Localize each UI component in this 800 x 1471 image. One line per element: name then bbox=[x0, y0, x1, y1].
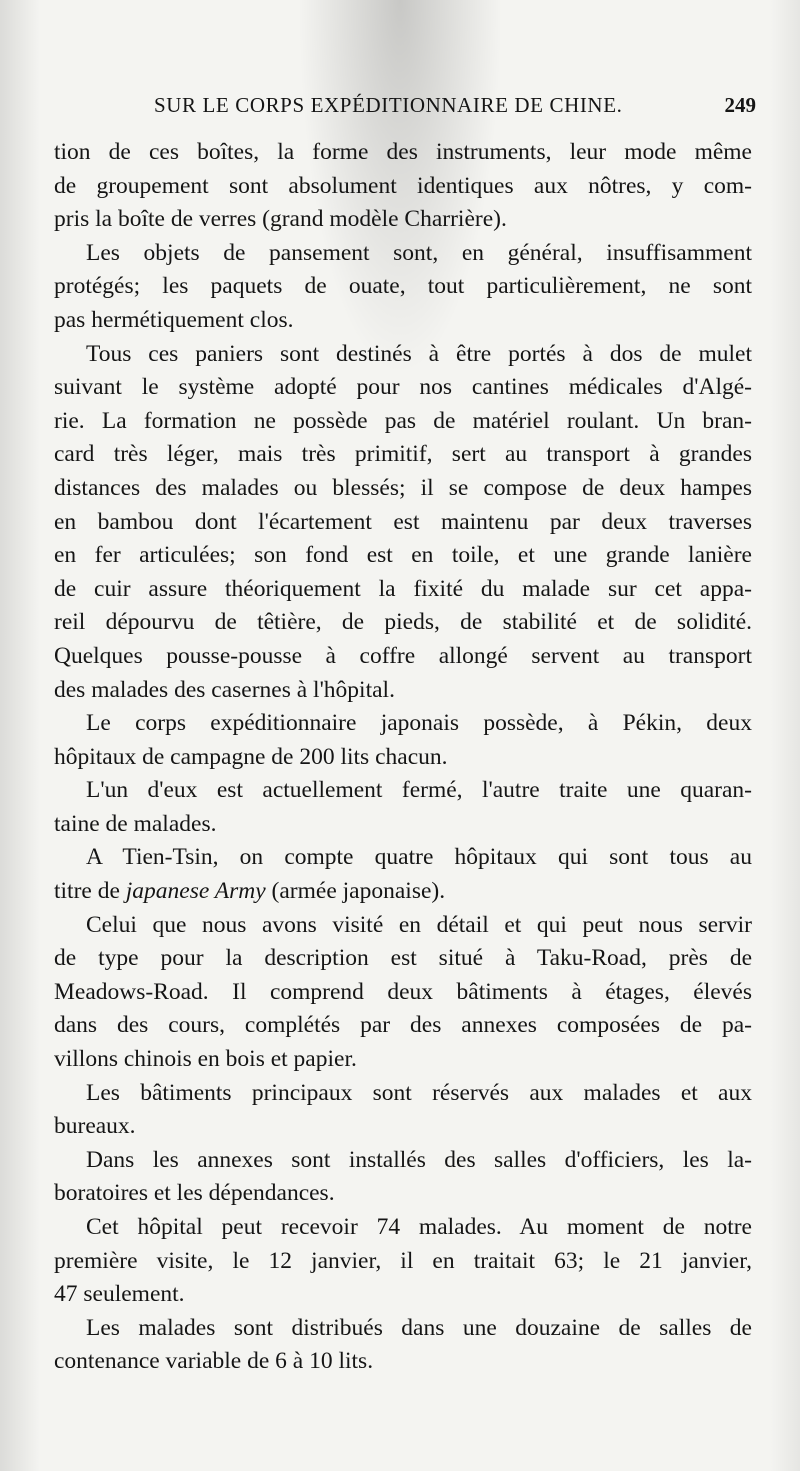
text-line bbox=[54, 808, 752, 842]
text-line-content: dans des cours, complétés par des annexes composées de pa- bbox=[54, 1012, 752, 1039]
text-line-content: boratoires et les dépendances. bbox=[54, 1180, 335, 1207]
text-line-content: des malades des casernes à l'hôpital. bbox=[54, 676, 395, 703]
text-line bbox=[54, 976, 752, 1010]
text-line-content: Dans les annexes sont installés des salles d'officiers, les la- bbox=[86, 1146, 752, 1173]
text-line bbox=[54, 640, 752, 674]
text-line-content: Meadows-Road. Il comprend deux bâtiments à étages, élevés bbox=[54, 978, 752, 1005]
text-line-content: tion de ces boîtes, la forme des instruments, leur mode même bbox=[54, 139, 752, 165]
text-line bbox=[54, 707, 752, 741]
text-line bbox=[54, 1043, 752, 1077]
text-line-content: contenance variable de 6 à 10 lits. bbox=[54, 1348, 374, 1375]
text-line-content: 47 seulement. bbox=[54, 1281, 185, 1308]
text-line-content: de cuir assure théoriquement la fixité du malade sur cet appa- bbox=[54, 575, 752, 602]
text-line bbox=[54, 506, 752, 540]
text-line-content: rie. La formation ne possède pas de matériel roulant. Un bran- bbox=[54, 407, 752, 434]
text-line bbox=[54, 1110, 752, 1144]
body-text bbox=[54, 136, 752, 1379]
text-line bbox=[54, 1009, 752, 1043]
text-line bbox=[54, 841, 752, 875]
text-line bbox=[54, 170, 752, 204]
text-line-content: bureaux. bbox=[54, 1113, 136, 1140]
text-line-content: suivant le système adopté pour nos cantines médicales d'Algé- bbox=[54, 374, 752, 401]
text-line bbox=[54, 774, 752, 808]
text-line-continuation: (armée japonaise). bbox=[265, 878, 446, 905]
text-line-content: A Tien-Tsin, on compte quatre hôpitaux qui sont tous au bbox=[86, 844, 752, 871]
text-line bbox=[54, 472, 752, 506]
text-line-content: pas hermétiquement clos. bbox=[54, 306, 294, 333]
text-line-content: Les bâtiments principaux sont réservés aux malades et aux bbox=[86, 1079, 752, 1106]
text-line bbox=[54, 1211, 752, 1245]
text-line-content: Cet hôpital peut recevoir 74 malades. Au moment de notre bbox=[86, 1214, 752, 1240]
text-line bbox=[54, 539, 752, 573]
text-line bbox=[54, 1177, 752, 1211]
text-line bbox=[54, 1245, 752, 1279]
text-line bbox=[54, 270, 752, 304]
page-header bbox=[60, 93, 760, 123]
text-line bbox=[54, 741, 752, 775]
text-line-content: Celui que nous avons visité en détail et qui peut nous servir bbox=[86, 911, 752, 938]
text-line-content: reil dépourvu de têtière, de pieds, de stabilité et de solidité. bbox=[54, 609, 752, 636]
text-line-content: Les malades sont distribués dans une douzaine de salles de bbox=[86, 1314, 752, 1341]
text-line bbox=[54, 136, 752, 170]
text-line bbox=[54, 1077, 752, 1111]
text-line-content: en bambou dont l'écartement est maintenu par deux traverses bbox=[54, 508, 752, 535]
text-line bbox=[54, 909, 752, 943]
text-line-content: de type pour la description est situé à Taku-Road, près de bbox=[54, 945, 752, 972]
text-line bbox=[54, 304, 752, 338]
text-line bbox=[54, 875, 752, 909]
text-line-content: Quelques pousse-pousse à coffre allongé servent au transport bbox=[54, 642, 752, 669]
text-line-content: Les objets de pansement sont, en général, insuffisamment bbox=[86, 239, 752, 266]
text-line bbox=[54, 371, 752, 405]
text-line bbox=[54, 1312, 752, 1346]
text-line-content: taine de malades. bbox=[54, 810, 217, 837]
text-line-content: Tous ces paniers sont destinés à être portés à dos de mulet bbox=[86, 340, 752, 367]
text-line-content: hôpitaux de campagne de 200 lits chacun. bbox=[54, 743, 448, 770]
italic-phrase: japanese Army bbox=[125, 878, 266, 905]
text-line bbox=[54, 674, 752, 708]
text-line-content: L'un d'eux est actuellement fermé, l'autre traite une quaran- bbox=[86, 777, 752, 804]
text-line-content: pris la boîte de verres (grand modèle Charrière). bbox=[54, 206, 507, 233]
text-line bbox=[54, 1144, 752, 1178]
text-line bbox=[54, 405, 752, 439]
text-line bbox=[54, 1278, 752, 1312]
text-line-content: card très léger, mais très primitif, sert au transport à grandes bbox=[54, 441, 752, 468]
text-line-content: protégés; les paquets de ouate, tout particulièrement, ne sont bbox=[54, 273, 752, 300]
text-line bbox=[54, 438, 752, 472]
page-number: 249 bbox=[724, 93, 756, 117]
text-line-content: distances des malades ou blessés; il se compose de deux hampes bbox=[54, 474, 752, 501]
text-line bbox=[54, 338, 752, 372]
text-line-content: Le corps expéditionnaire japonais possède, à Pékin, deux bbox=[86, 710, 752, 737]
text-line-content: titre de bbox=[54, 878, 126, 905]
text-line bbox=[54, 203, 752, 237]
text-line bbox=[54, 573, 752, 607]
text-line-content: en fer articulées; son fond est en toile, et une grande lanière bbox=[54, 542, 752, 569]
text-line-content: villons chinois en bois et papier. bbox=[54, 1046, 357, 1073]
text-line bbox=[54, 237, 752, 271]
running-title: SUR LE CORPS EXPÉDITIONNAIRE DE CHINE. bbox=[154, 93, 623, 117]
text-line-content: première visite, le 12 janvier, il en traitait 63; le 21 janvier, bbox=[54, 1247, 752, 1274]
text-line bbox=[54, 1345, 752, 1379]
text-line bbox=[54, 942, 752, 976]
text-line-content: de groupement sont absolument identiques aux nôtres, y com- bbox=[54, 172, 752, 199]
text-line bbox=[54, 606, 752, 640]
